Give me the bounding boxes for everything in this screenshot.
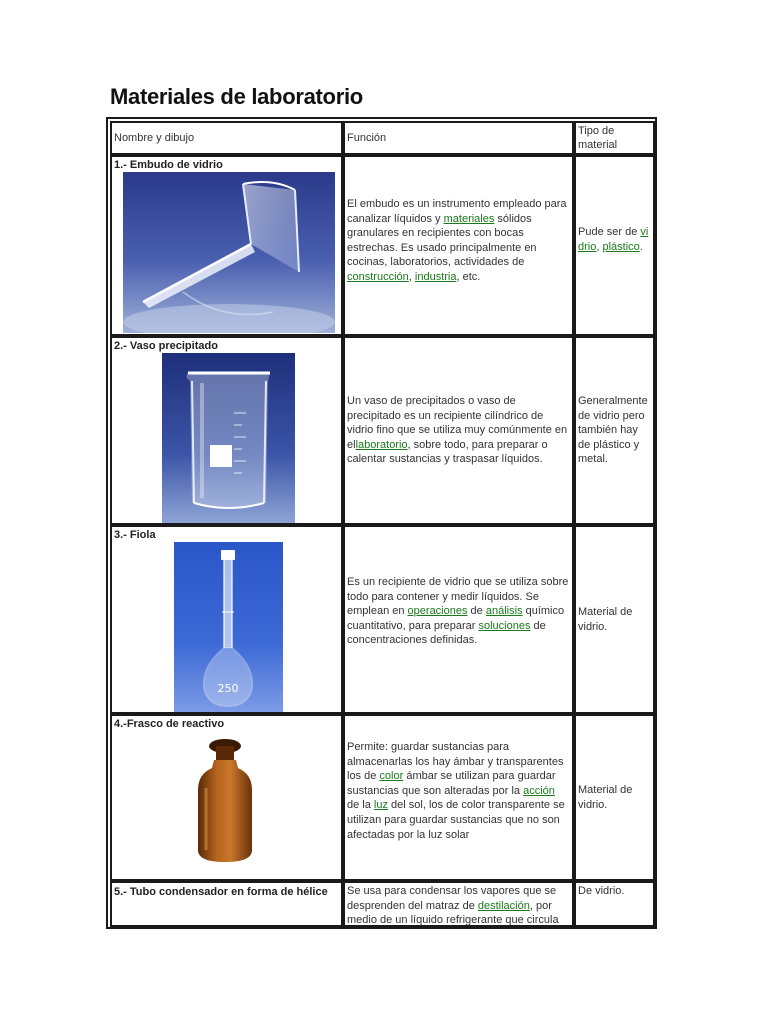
row3-name-cell <box>110 525 343 714</box>
row5-name: 5.- Tubo condensador en forma de hélice <box>114 886 328 898</box>
row2-tipo-cell <box>574 336 655 525</box>
row1-funcion-cell <box>343 155 574 336</box>
row5-tipo-cell <box>574 881 655 927</box>
link-construccion[interactable]: construcción <box>347 270 409 283</box>
row4-name: 4.-Frasco de reactivo <box>114 718 225 730</box>
row4-tipo-cell <box>574 714 655 881</box>
header-funcion: Función <box>347 131 387 144</box>
row2-name-cell <box>110 336 343 525</box>
row1-tipo: Pude ser de vidrio, plástico. <box>578 226 649 253</box>
link-color[interactable]: color <box>379 770 404 783</box>
row2-name: 2.- Vaso precipitado <box>114 340 218 352</box>
row2-funcion-cell <box>343 336 574 525</box>
header-tipo: Tipo de material <box>578 125 618 151</box>
row1-name: 1.- Embudo de vidrio <box>114 159 223 171</box>
link-analisis[interactable]: análisis <box>485 605 523 618</box>
row4-funcion: Permite: guardar sustancias para almacenarlas los hay ámbar y transparentes los de color ámbar se utilizan para guardar sustancias que son alteradas por la acción de la luz del sol, los de color transparente se utilizan para guardar sustancias que no son afectadas por la luz solar <box>347 741 565 841</box>
link-materiales[interactable]: materiales <box>443 212 495 225</box>
row4-tipo: Material de vidrio. <box>578 784 633 811</box>
row2-funcion: Un vaso de precipitados o vaso de precipitado es un recipiente cilíndrico de vidrio fino que se utiliza muy comúnmente en ellaboratorio, sobre todo, para preparar o calentar sustancias y traspasar líquidos. <box>347 395 568 466</box>
header-tipo-cell <box>574 121 655 155</box>
row5-tipo: De vidrio. <box>578 885 625 897</box>
link-industria[interactable]: industria <box>414 270 457 283</box>
header-nombre-cell <box>110 121 343 155</box>
row5-funcion: Se usa para condensar los vapores que se desprenden del matraz de destilación, por medio de un líquido refrigerante que circula <box>347 885 559 927</box>
link-vidrio[interactable]: vidrio <box>578 226 649 253</box>
row5-funcion-cell <box>343 881 574 927</box>
materials-table <box>106 117 657 929</box>
row3-name: 3.- Fiola <box>114 529 156 541</box>
link-accion[interactable]: acción <box>523 784 555 797</box>
link-plastico[interactable]: plástico <box>602 240 640 253</box>
svg-text:250: 250 <box>217 682 239 695</box>
link-luz[interactable]: luz <box>373 799 388 812</box>
link-soluciones[interactable]: soluciones <box>478 619 531 632</box>
row3-funcion: Es un recipiente de vidrio que se utiliza sobre todo para contener y medir líquidos. Se emplean en operaciones de análisis químico cuantitativo, para preparar soluciones de concentraciones definidas. <box>347 576 569 647</box>
header-nombre: Nombre y dibujo <box>114 131 195 144</box>
funnel-image <box>123 172 335 333</box>
row1-name-cell <box>110 155 343 336</box>
row4-funcion-cell <box>343 714 574 881</box>
row5-name-cell <box>110 881 343 927</box>
row1-funcion: El embudo es un instrumento empleado para canalizar líquidos y materiales sólidos granulares en recipientes con bocas estrechas. Es usado principalmente en cocinas, laboratorios, actividades de construcción, industria, etc. <box>347 198 567 283</box>
link-operaciones[interactable]: operaciones <box>407 605 468 618</box>
link-destilacion[interactable]: destilación <box>477 899 530 912</box>
row3-tipo: Material de vidrio. <box>578 606 633 633</box>
row1-tipo-cell <box>574 155 655 336</box>
beaker-image <box>162 353 295 523</box>
header-funcion-cell <box>343 121 574 155</box>
link-laboratorio[interactable]: laboratorio <box>355 438 408 451</box>
row2-tipo: Generalmente de vidrio pero también hay de plástico y metal. <box>578 395 648 466</box>
row3-funcion-cell <box>343 525 574 714</box>
row4-name-cell <box>110 714 343 881</box>
volumetric-flask-image <box>174 542 283 712</box>
reagent-bottle-image <box>192 738 258 866</box>
row3-tipo-cell <box>574 525 655 714</box>
page-title: Materiales de laboratorio <box>110 84 363 109</box>
